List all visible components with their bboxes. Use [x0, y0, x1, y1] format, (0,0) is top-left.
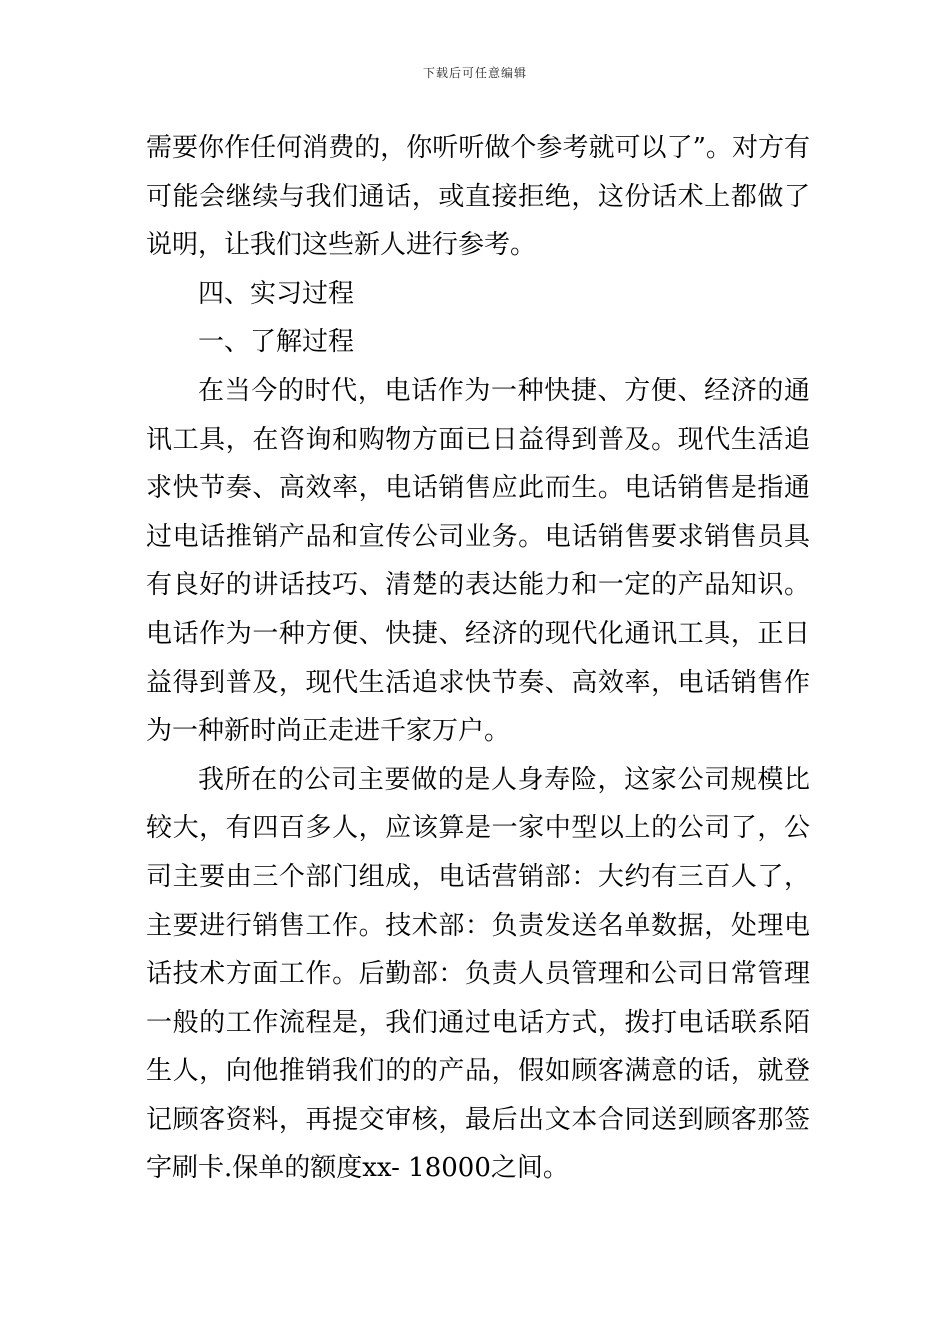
subsection-heading-understanding: 一、了解过程: [198, 327, 355, 358]
paragraph-continued: 需要你作任何消费的，你听听做个参考就可以了”。对方有可能会继续与我们通话，或直接拒绝，这份话术上都做了说明，让我们这些新人进行参考。: [146, 133, 810, 261]
paragraph-telephone-sales: 在当今的时代，电话作为一种快捷、方便、经济的通讯工具，在咨询和购物方面已日益得到普及。现代生活追求快节奏、高效率，电话销售应此而生。电话销售是指通过电话推销产品和宣传公司业务。电话销售要求销售员具有良好的讲话技巧、清楚的表达能力和一定的产品知识。电话作为一种方便、快捷、经济的现代化通讯工具，正日益得到普及，现代生活追求快节奏、高效率，电话销售作为一种新时尚正走进千家万户。: [146, 375, 810, 747]
paragraph-company-description: 我所在的公司主要做的是人身寿险，这家公司规模比较大，有四百多人，应该算是一家中型以上的公司了，公司主要由三个部门组成，电话营销部：大约有三百人了，主要进行销售工作。技术部：负责发送名单数据，处理电话技术方面工作。后勤部：负责人员管理和公司日常管理一般的工作流程是，我们通过电话方式，拨打电话联系陌生人，向他推销我们的的产品，假如顾客满意的话，就登记顾客资料，再提交审核，最后出文本合同送到顾客那签字刷卡.保单的额度xx- 18000之间。: [146, 764, 810, 1184]
page-header: 下载后可任意编辑: [422, 66, 527, 80]
document-body: [146, 124, 810, 1193]
section-heading-practice-process: 四、实习过程: [198, 278, 355, 309]
